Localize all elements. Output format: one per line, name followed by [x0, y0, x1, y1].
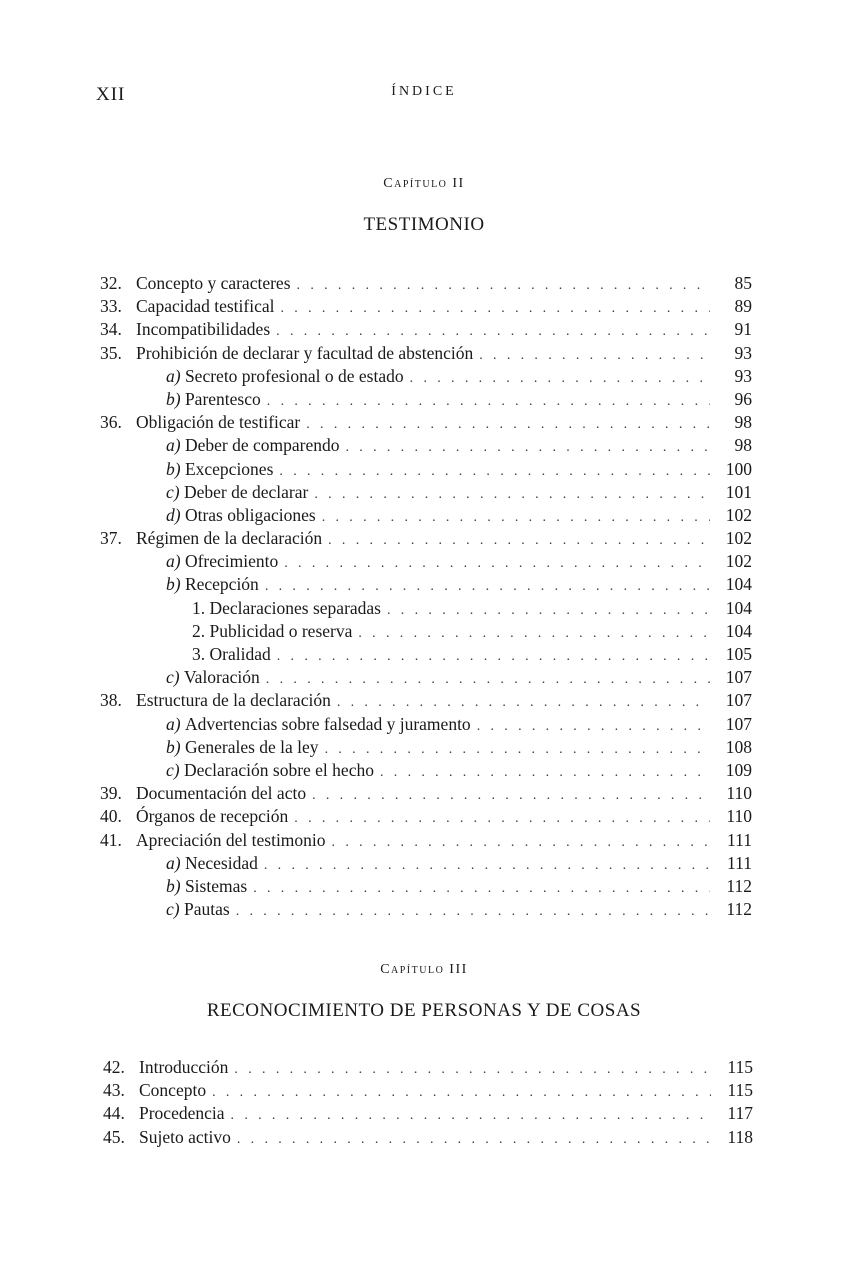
- toc-entry-page: 98: [734, 435, 752, 456]
- toc-entry: [100, 759, 752, 782]
- dot-leader: [312, 784, 710, 807]
- toc-entry: [100, 643, 752, 666]
- dot-leader: [380, 761, 710, 784]
- toc-entry-text: Apreciación del testimonio: [136, 829, 326, 850]
- toc-entry-subnumber: 3.: [192, 644, 210, 664]
- toc-entry-page: 102: [725, 504, 752, 525]
- dot-leader: [234, 1058, 711, 1081]
- toc-entry-number: 33.: [100, 296, 122, 317]
- toc-entry-text: Generales de la ley: [184, 736, 319, 757]
- dot-leader: [358, 622, 710, 645]
- toc-entry-text: Excepciones: [184, 458, 274, 479]
- toc-entry-text: Obligación de testificar: [136, 412, 301, 433]
- toc-entry: [100, 411, 752, 434]
- toc-entry-title: [136, 805, 288, 828]
- toc-entry-marker: a): [166, 435, 185, 456]
- toc-entry-text: Introducción: [139, 1057, 229, 1077]
- toc-entry: [100, 504, 752, 527]
- dot-leader: [253, 877, 710, 900]
- chapter-2-title: TESTIMONIO: [363, 214, 485, 235]
- dot-leader: [410, 367, 710, 390]
- toc-entry-number: 32.: [100, 273, 122, 293]
- toc-entry-page: 102: [725, 551, 752, 572]
- toc-entry-text: Prohibición de declarar y facultad de abstención: [136, 342, 474, 363]
- toc-entry-page: 111: [727, 829, 752, 850]
- toc-entry: [100, 875, 752, 898]
- toc-entry-number: 36.: [100, 412, 122, 433]
- toc-entry-page: 102: [725, 528, 752, 549]
- toc-entry-marker: b): [166, 875, 185, 896]
- dot-leader: [276, 320, 710, 343]
- toc-entry-page: 93: [734, 342, 752, 363]
- toc-entry-text: Oralidad: [209, 644, 271, 664]
- toc-entry: [103, 1102, 753, 1125]
- toc-entry-text: Documentación del acto: [136, 783, 307, 804]
- toc-entry-number: 43.: [103, 1080, 125, 1101]
- toc-entry: [100, 527, 752, 550]
- toc-entry-page: 110: [726, 783, 752, 804]
- toc-entry-marker: a): [166, 852, 185, 873]
- toc-entry-number: 34.: [100, 319, 122, 340]
- toc-entry-title: [136, 527, 322, 550]
- toc-entry-page: 93: [734, 365, 752, 386]
- toc-entry-page: 85: [734, 273, 752, 293]
- toc-entry: [100, 458, 752, 481]
- toc-entry: [100, 782, 752, 805]
- toc-entry: [100, 573, 752, 596]
- toc-entry-page: 115: [727, 1057, 753, 1077]
- toc-entry-text: Procedencia: [139, 1103, 225, 1124]
- page-number: XII: [96, 84, 126, 105]
- toc-entry-page: 110: [726, 806, 752, 827]
- toc-entry: [100, 597, 752, 620]
- toc-entry-title: [136, 481, 308, 504]
- toc-entry-text: Capacidad testifical: [136, 296, 275, 317]
- toc-entry-marker: c): [166, 667, 184, 688]
- toc-entry: [100, 481, 752, 504]
- toc-entry-number: 44.: [103, 1103, 125, 1124]
- dot-leader: [264, 854, 710, 877]
- toc-entry-number: 37.: [100, 528, 122, 549]
- toc-entry-number: 42.: [103, 1057, 125, 1077]
- dot-leader: [284, 552, 710, 575]
- dot-leader: [314, 483, 710, 506]
- toc-entry-page: 101: [725, 481, 752, 502]
- toc-entry-page: 112: [726, 899, 752, 920]
- toc-entry-title: [139, 1126, 231, 1149]
- running-head: ÍNDICE: [391, 84, 457, 99]
- toc-entry-text: Sistemas: [184, 875, 248, 896]
- toc-entry-text: Declaraciones separadas: [209, 597, 381, 618]
- dot-leader: [297, 274, 710, 297]
- toc-entry-title: [136, 342, 473, 365]
- toc-entry-page: 96: [734, 388, 752, 409]
- toc-entry-title: [136, 295, 274, 318]
- toc-entry-text: Órganos de recepción: [136, 806, 289, 827]
- toc-entry-title: [136, 550, 278, 573]
- toc-entry-text: Parentesco: [184, 388, 261, 409]
- toc-entry: [103, 1056, 753, 1079]
- toc-entry-marker: c): [166, 759, 184, 780]
- toc-entry-page: 107: [725, 667, 752, 688]
- toc-entry-title: [136, 666, 260, 689]
- dot-leader: [328, 529, 710, 552]
- toc-entry-number: 35.: [100, 342, 122, 363]
- chapter-2-label: Capítulo II: [383, 176, 465, 191]
- dot-leader: [387, 599, 710, 622]
- dot-leader: [277, 645, 710, 668]
- toc-entry-marker: b): [166, 458, 185, 479]
- toc-chapter-3: [103, 1056, 753, 1149]
- toc-entry-title: [139, 1079, 206, 1102]
- toc-entry-title: [136, 898, 230, 921]
- toc-entry-text: Incompatibilidades: [136, 319, 271, 340]
- dot-leader: [231, 1104, 711, 1127]
- dot-leader: [266, 668, 710, 691]
- toc-entry: [100, 272, 752, 295]
- toc-entry: [100, 805, 752, 828]
- toc-entry: [100, 318, 752, 341]
- toc-entry: [100, 689, 752, 712]
- toc-entry-page: 118: [727, 1126, 753, 1147]
- toc-entry: [103, 1079, 753, 1102]
- toc-entry-marker: c): [166, 481, 184, 502]
- toc-entry-title: [136, 643, 271, 666]
- dot-leader: [325, 738, 710, 761]
- dot-leader: [477, 715, 710, 738]
- toc-entry: [100, 620, 752, 643]
- chapter-3-title: RECONOCIMIENTO DE PERSONAS Y DE COSAS: [206, 1000, 642, 1021]
- toc-entry-text: Deber de declarar: [183, 481, 309, 502]
- dot-leader: [306, 413, 710, 436]
- toc-entry: [100, 852, 752, 875]
- toc-entry-title: [136, 504, 316, 527]
- toc-entry-text: Valoración: [183, 667, 260, 688]
- toc-entry-page: 104: [725, 597, 752, 618]
- toc-entry: [100, 365, 752, 388]
- toc-entry-page: 104: [725, 574, 752, 595]
- dot-leader: [236, 900, 710, 923]
- toc-entry-page: 105: [725, 644, 752, 664]
- dot-leader: [337, 691, 710, 714]
- toc-entry-text: Concepto y caracteres: [136, 273, 291, 293]
- toc-entry-title: [139, 1056, 228, 1079]
- toc-entry-number: 45.: [103, 1126, 125, 1147]
- toc-entry-text: Ofrecimiento: [184, 551, 279, 572]
- toc-entry: [100, 550, 752, 573]
- toc-entry-text: Secreto profesional o de estado: [184, 365, 404, 386]
- toc-entry-page: 109: [725, 759, 752, 780]
- toc-chapter-2: [100, 272, 752, 921]
- toc-entry-title: [136, 434, 339, 457]
- toc-entry-title: [136, 597, 381, 620]
- toc-entry-title: [139, 1102, 225, 1125]
- toc-entry-title: [136, 713, 471, 736]
- toc-entry-title: [136, 852, 258, 875]
- toc-entry-text: Declaración sobre el hecho: [183, 759, 374, 780]
- toc-entry-page: 98: [734, 412, 752, 433]
- toc-entry-marker: c): [166, 899, 184, 920]
- toc-entry-page: 117: [727, 1103, 753, 1124]
- toc-entry-title: [136, 318, 270, 341]
- toc-entry-marker: a): [166, 551, 185, 572]
- dot-leader: [279, 460, 710, 483]
- toc-entry-title: [136, 736, 319, 759]
- toc-entry-number: 41.: [100, 829, 122, 850]
- toc-entry-subnumber: 2.: [192, 620, 210, 641]
- dot-leader: [294, 807, 710, 830]
- dot-leader: [267, 390, 710, 413]
- toc-entry: [100, 295, 752, 318]
- toc-entry-text: Régimen de la declaración: [136, 528, 323, 549]
- toc-entry-title: [136, 620, 352, 643]
- toc-entry: [100, 434, 752, 457]
- toc-entry: [100, 666, 752, 689]
- toc-entry-number: 38.: [100, 690, 122, 711]
- toc-entry-page: 112: [726, 875, 752, 896]
- toc-entry-text: Sujeto activo: [139, 1126, 231, 1147]
- toc-entry-page: 107: [725, 713, 752, 734]
- toc-entry-text: Necesidad: [184, 852, 258, 873]
- dot-leader: [332, 831, 710, 854]
- toc-entry-text: Deber de comparendo: [184, 435, 340, 456]
- toc-entry: [100, 736, 752, 759]
- toc-entry-title: [136, 458, 273, 481]
- toc-entry-page: 115: [727, 1080, 753, 1101]
- dot-leader: [237, 1128, 711, 1151]
- toc-entry-marker: b): [166, 736, 185, 757]
- toc-entry-title: [136, 782, 306, 805]
- toc-entry-title: [136, 365, 404, 388]
- toc-entry-title: [136, 573, 259, 596]
- toc-entry-number: 40.: [100, 806, 122, 827]
- toc-entry: [100, 388, 752, 411]
- toc-entry-page: 91: [734, 319, 752, 340]
- dot-leader: [265, 575, 710, 598]
- toc-entry-text: Pautas: [183, 899, 230, 920]
- dot-leader: [479, 344, 710, 367]
- toc-entry-title: [136, 388, 261, 411]
- toc-entry-page: 108: [725, 736, 752, 757]
- toc-entry-title: [136, 759, 374, 782]
- toc-entry-text: Concepto: [139, 1080, 207, 1101]
- toc-entry-text: Recepción: [184, 574, 259, 595]
- toc-entry-marker: d): [166, 504, 185, 525]
- dot-leader: [345, 436, 710, 459]
- toc-entry-text: Advertencias sobre falsedad y juramento: [184, 713, 471, 734]
- toc-entry-title: [136, 829, 326, 852]
- toc-entry-page: 89: [734, 296, 752, 317]
- toc-entry-page: 104: [725, 620, 752, 641]
- dot-leader: [280, 297, 710, 320]
- toc-entry-marker: a): [166, 713, 185, 734]
- toc-entry-marker: b): [166, 388, 185, 409]
- dot-leader: [322, 506, 710, 529]
- toc-entry-text: Otras obligaciones: [184, 504, 316, 525]
- toc-entry-number: 39.: [100, 783, 122, 804]
- toc-entry-text: Estructura de la declaración: [136, 690, 331, 711]
- toc-entry-page: 107: [725, 690, 752, 711]
- toc-entry-marker: a): [166, 365, 185, 386]
- toc-entry-marker: b): [166, 574, 185, 595]
- dot-leader: [212, 1081, 711, 1104]
- toc-entry: [100, 342, 752, 365]
- toc-entry-title: [136, 411, 300, 434]
- toc-entry-page: 111: [727, 852, 752, 873]
- toc-entry: [100, 829, 752, 852]
- toc-entry-title: [136, 689, 331, 712]
- toc-entry-title: [136, 272, 291, 295]
- toc-entry-page: 100: [725, 458, 752, 479]
- toc-entry: [100, 713, 752, 736]
- toc-entry: [100, 898, 752, 921]
- toc-entry-title: [136, 875, 247, 898]
- toc-entry-subnumber: 1.: [192, 597, 210, 618]
- chapter-3-label: Capítulo III: [380, 962, 468, 977]
- toc-entry-text: Publicidad o reserva: [209, 620, 353, 641]
- toc-entry: [103, 1126, 753, 1149]
